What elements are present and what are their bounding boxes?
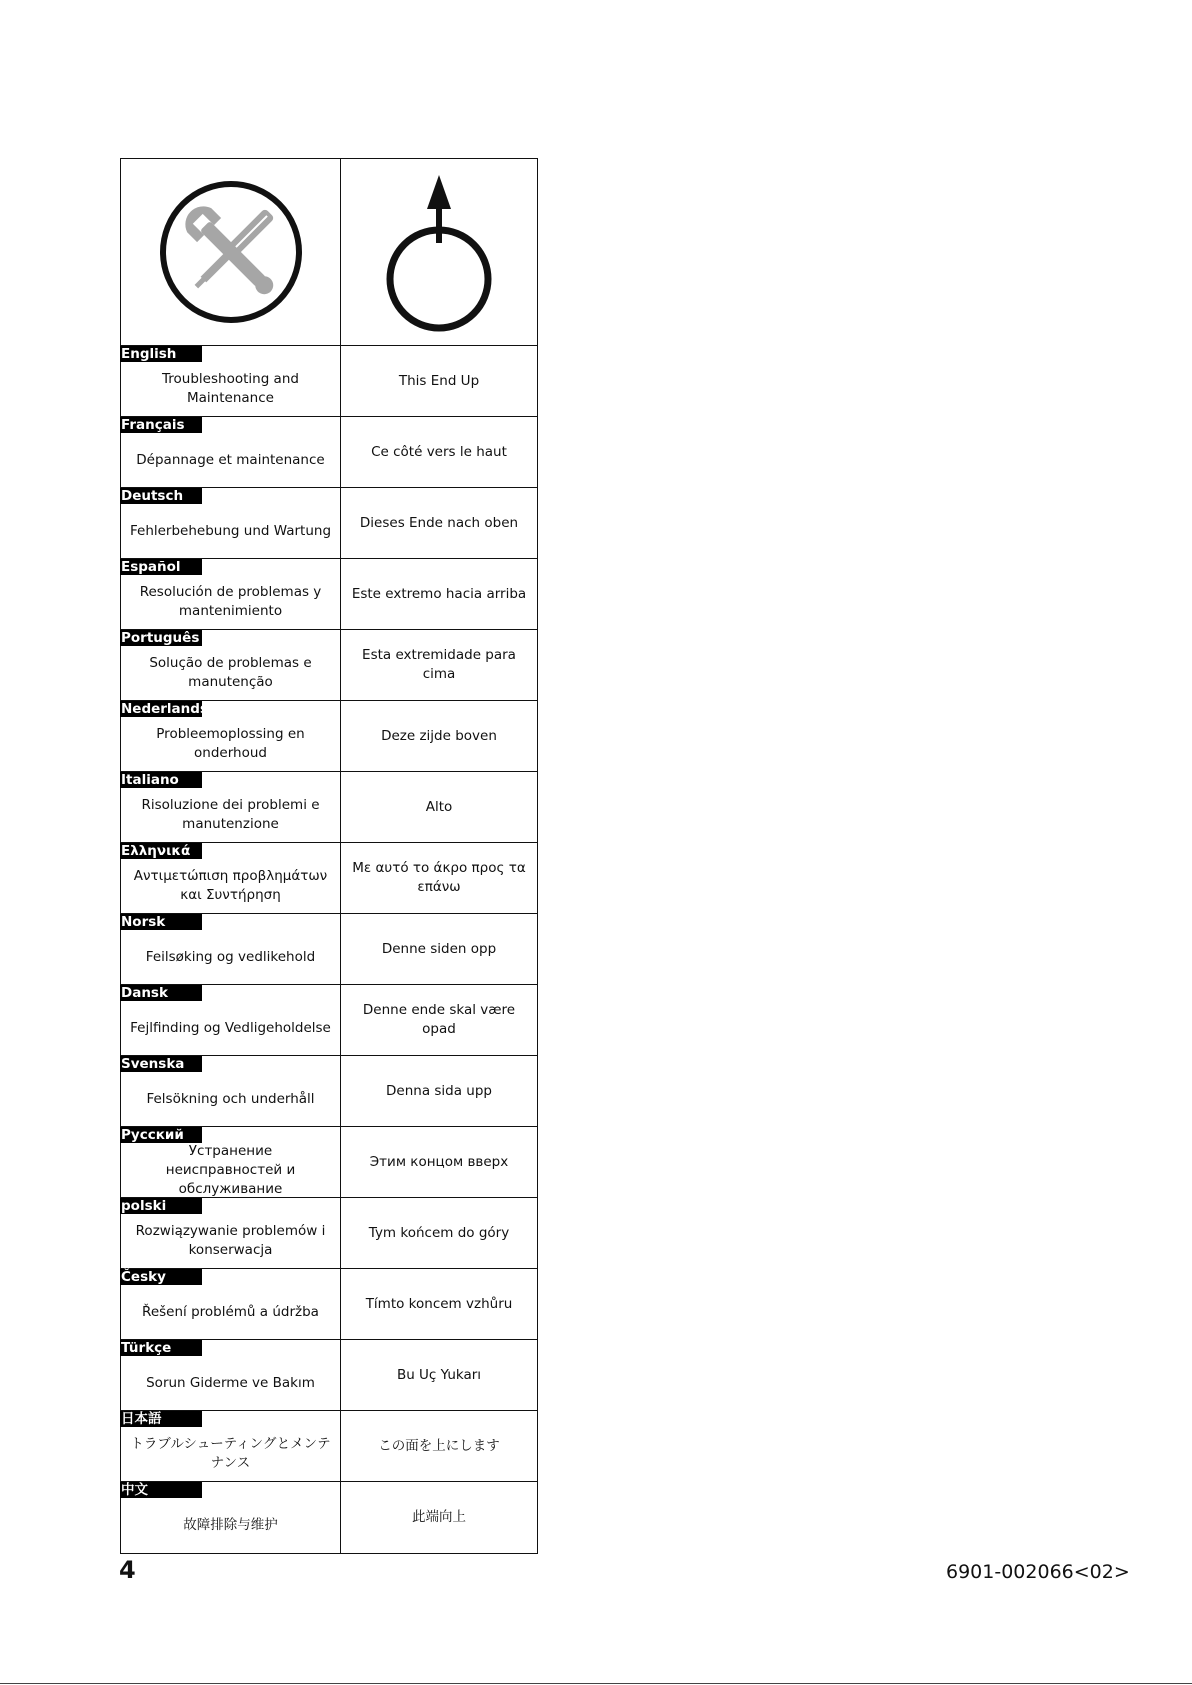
language-row-svenska: [121, 1056, 537, 1127]
language-label: Svenska: [120, 1056, 202, 1072]
troubleshooting-text: Troubleshooting and Maintenance: [121, 346, 341, 416]
this-end-up-arrow-icon: [379, 167, 499, 337]
troubleshooting-text: Αντιμετώπιση προβλημάτων και Συντήρηση: [121, 843, 341, 913]
language-label: Ελληνικά: [120, 843, 202, 859]
tools-icon-cell: [121, 159, 341, 345]
language-label: Nederlands: [121, 701, 208, 717]
troubleshooting-text: Rozwiązywanie problemów i konserwacja: [121, 1198, 341, 1268]
troubleshooting-text: Solução de problemas e manutenção: [121, 630, 341, 700]
language-label: Česky: [120, 1269, 202, 1285]
this-end-up-text: この面を上にします: [378, 1437, 500, 1454]
troubleshooting-text: 故障排除与维护: [121, 1482, 341, 1553]
language-label: Dansk: [120, 985, 202, 1001]
language-row-italiano: [121, 772, 537, 843]
language-row-polski: [121, 1198, 537, 1269]
troubleshooting-text: Fejlfinding og Vedligeholdelse: [121, 985, 341, 1055]
language-row-francais: [121, 417, 537, 488]
troubleshooting-text: Feilsøking og vedlikehold: [121, 914, 341, 984]
this-end-up-text: Deze zijde boven: [381, 727, 497, 744]
wrench-screwdriver-icon: [156, 177, 306, 327]
this-end-up-text: Με αυτό το άκρο προς τα επάνω: [352, 860, 526, 895]
troubleshooting-text: Probleemoplossing en onderhoud: [121, 701, 341, 771]
this-end-up-text: Dieses Ende nach oben: [359, 514, 519, 531]
troubleshooting-text: Dépannage et maintenance: [121, 417, 341, 487]
language-row-turkce: [121, 1340, 537, 1411]
document-code: 6901-002066<02>: [946, 1561, 1130, 1583]
this-end-up-text: Этим концом вверх: [369, 1153, 509, 1170]
this-end-up-text: Denna sida upp: [386, 1082, 492, 1099]
this-end-up-text: Denne ende skal være opad: [362, 1002, 516, 1037]
troubleshooting-text: Risoluzione dei problemi e manutenzione: [121, 772, 341, 842]
this-end-up-text: Esta extremidade para cima: [362, 647, 516, 682]
language-label: Español: [120, 559, 202, 575]
page-bottom-rule: [0, 1683, 1192, 1684]
this-end-up-text: 此端向上: [412, 1509, 466, 1525]
language-label: English: [120, 346, 202, 362]
language-label: Português: [120, 630, 202, 646]
language-label: polski: [120, 1198, 202, 1214]
language-row-espanol: [121, 559, 537, 630]
language-label: Deutsch: [120, 488, 202, 504]
this-end-up-text: Alto: [425, 798, 453, 815]
language-row-japanese: [121, 1411, 537, 1482]
language-label: Русский: [120, 1127, 202, 1143]
language-label: Français: [120, 417, 202, 433]
this-end-up-text: Bu Uç Yukarı: [396, 1366, 482, 1383]
troubleshooting-text: Resolución de problemas y mantenimiento: [121, 559, 341, 629]
troubleshooting-text: トラブルシューティングとメンテナンス: [121, 1411, 341, 1481]
language-label: Italiano: [120, 772, 202, 788]
language-row-english: [121, 346, 537, 417]
translation-table: [120, 158, 538, 1554]
troubleshooting-text: Řešení problémů a údržba: [121, 1269, 341, 1339]
this-end-up-text: Ce côté vers le haut: [371, 443, 507, 460]
language-label: Türkçe: [120, 1340, 202, 1356]
troubleshooting-text: Устранение неисправностей и обслуживание: [121, 1127, 341, 1197]
language-label: 日本語: [120, 1411, 202, 1427]
page-number: 4: [119, 1556, 136, 1584]
troubleshooting-text: Felsökning och underhåll: [121, 1056, 341, 1126]
troubleshooting-text: Fehlerbehebung und Wartung: [121, 488, 341, 558]
language-row-dansk: [121, 985, 537, 1056]
language-row-norsk: [121, 914, 537, 985]
icon-row: [121, 159, 537, 346]
this-end-up-text: Este extremo hacia arriba: [351, 585, 527, 602]
language-row-greek: [121, 843, 537, 914]
language-row-deutsch: [121, 488, 537, 559]
this-end-up-icon-cell: [341, 159, 537, 345]
language-row-russian: [121, 1127, 537, 1198]
troubleshooting-text: Sorun Giderme ve Bakım: [121, 1340, 341, 1410]
language-row-cesky: [121, 1269, 537, 1340]
language-row-chinese: [121, 1482, 537, 1553]
this-end-up-text: Tym końcem do góry: [368, 1224, 510, 1241]
this-end-up-text: Tímto koncem vzhůru: [365, 1295, 513, 1312]
translation-sheet: [120, 158, 538, 1554]
language-label: 中文: [120, 1482, 202, 1498]
language-label: Norsk: [120, 914, 202, 930]
language-row-nederlands: [121, 701, 537, 772]
this-end-up-text: This End Up: [398, 372, 480, 389]
this-end-up-text: Denne siden opp: [381, 940, 497, 957]
language-row-portugues: [121, 630, 537, 701]
